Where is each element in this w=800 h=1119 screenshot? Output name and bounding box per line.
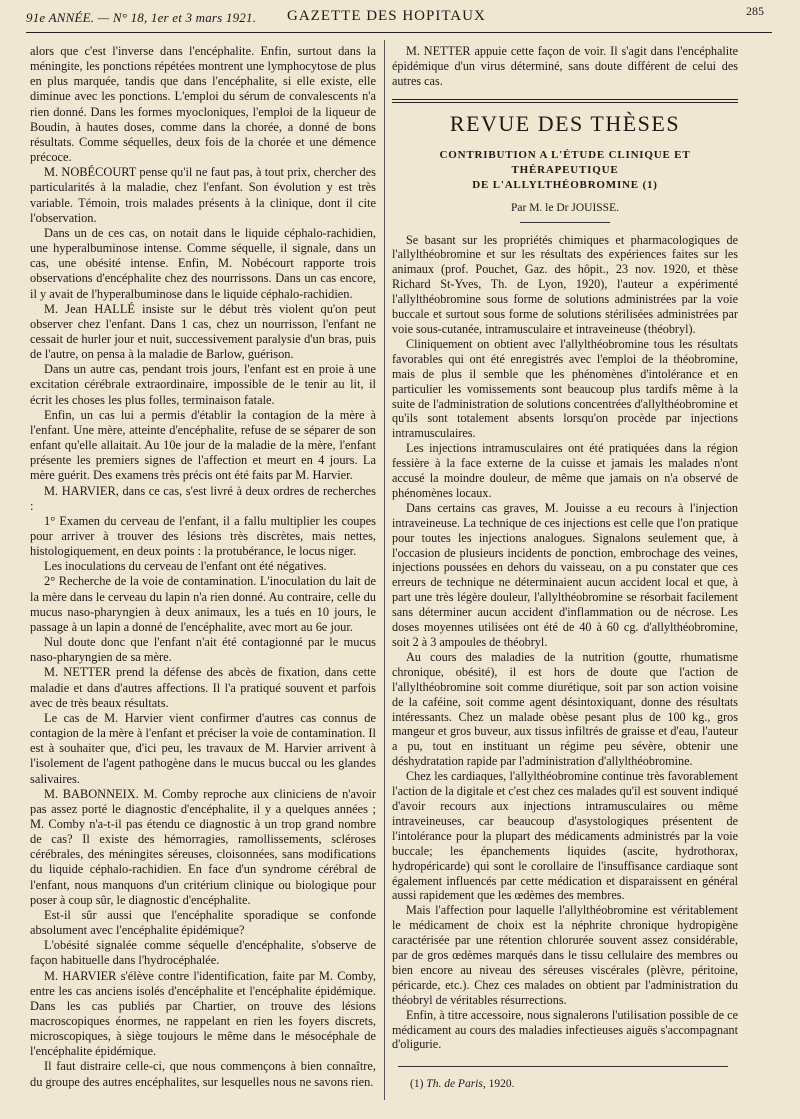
footnote-number: (1) xyxy=(410,1078,424,1091)
page-number: 285 xyxy=(746,4,764,18)
article-title-line: CONTRIBUTION A L'ÉTUDE CLINIQUE ET THÉRAPEUTIQUE xyxy=(439,148,691,176)
paragraph: M. HARVIER s'élève contre l'identification, faite par M. Comby, entre les cas anciens isolés d'encéphalite et l'encéphalite épidémique. Dans les cas publiés par Chartier, on trouve des lésions macroscopiques énormes, ne rappelant en rien les foyers discrets, microscopiques, à siège toujours le même dans le mésocéphale de l'encéphalite épidémique. xyxy=(30,968,376,1059)
section-title: REVUE DES THÈSES xyxy=(449,110,681,136)
footnote-year: 1920. xyxy=(488,1078,515,1091)
byline: Par M. le Dr JOUISSE. xyxy=(511,201,619,214)
paragraph: M. BABONNEIX. M. Comby reproche aux cliniciens de n'avoir pas assez porté le diagnostic d'encéphalite, il y a quelques années ; M. Comby n'a-t-il pas étendu ce diagnostic à un trop grand nombre de cas? Il existe des hémorragies, ramollissements, scléroses cérébrales, des méningites séreuses, cloisonnées, sans modifications du liquide céphalo-rachidien. En face d'un syndrome cérébral de l'enfant, nous manquons d'un critérium clinique ou biologique pour poser à coup sûr, le diagnostic d'encéphalite. xyxy=(30,786,376,907)
paragraph: Chez les cardiaques, l'allylthéobromine continue très favorablement l'action de la digitale et c'est chez ces malades qu'il est souvent indiqué d'avoir recours aux injections intramusculaires ou même intraveineuses, car beaucoup d'asystologiques présentent de l'intolérance pour la plupart des médicaments administrés par la voie buccale; les épanchements liquides (ascite, hydrothorax, hydropéricarde) qui sont le corollaire de l'insuffisance cardiaque sont également influencés par cette médication et disparaissent en général aussi rapidement que les œdèmes des membres. xyxy=(392,769,738,903)
paragraph: Dans un autre cas, pendant trois jours, l'enfant est en proie à une excitation cérébrale extraordinaire, impossible de le tenir au lit, il écrit les choses les plus folles, terminaison fatale. xyxy=(30,362,376,407)
column-divider xyxy=(384,40,385,1100)
paragraph: M. Jean HALLÉ insiste sur le début très violent qu'on peut observer chez l'enfant. Dans 1 cas, chez un nourrisson, l'enfant ne cessait de hurler jour et nuit, successivement paralysie d'un bras, puis de l'autre, on pensa à la maladie de Barlow, guérison. xyxy=(30,301,376,362)
paragraph: Dans certains cas graves, M. Jouisse a eu recours à l'injection intraveineuse. La technique de ces injections est celle que l'on pratique pour toutes les injections analogues. Signalons seulement que, à l'occasion de plusieurs incidents de ponction, embrochage des veines, injections poussées en dehors du vaisseau, on a pu constater que ces erreurs de technique ne déterminaient aucun accident local et que, à part une très légère douleur, l'allylthéobromine se résorbait facilement sans déterminer aucun accident d'inflammation ou de nécrose. Les doses moyennes utilisées ont été de 40 à 60 cg. d'allylthéobromine, soit 2 à 3 ampoules de théobryl. xyxy=(392,500,738,649)
byline-rule xyxy=(520,222,610,223)
paragraph: Dans un de ces cas, on notait dans le liquide céphalo-rachidien, une hyperalbuminose intense. Comme séquelle, il signale, dans un cas, une obésité intense. Enfin, M. Nobécourt rapporte trois observations d'encéphalite chez des nourrissons. Dans un cas encore, il y avait de l'hyperalbuminose dans le liquide céphalo-rachidien. xyxy=(30,225,376,301)
paragraph: L'obésité signalée comme séquelle d'encéphalite, s'observe de façon habituelle dans l'hydrocéphalée. xyxy=(30,938,376,968)
paragraph: M. NETTER prend la défense des abcès de fixation, dans cette maladie et dans d'autres affections. Il l'a pratiqué souvent et parfois avec de très beaux résultats. xyxy=(30,665,376,710)
paragraph: Au cours des maladies de la nutrition (goutte, rhumatisme chronique, obésité), il est hors de doute que l'action de l'allylthéobromine soit comme diurétique, soit par son action voisine de la caféine, soit comme agent désintoxiquant, donne des résultats intéressants. Chez un malade obèse pesant plus de 100 kg., gros mangeur et gros buveur, aux tissus infiltrés de graisse et d'eau, l'auteur a pu, tout en instituant un régime peu sévère, obtenir une déshydratation rapide par l'administration d'allylthéobromine. xyxy=(392,649,738,769)
paragraph: Il faut distraire celle-ci, que nous commençons à bien connaître, du groupe des autres encéphalites, sur lesquelles nous ne savons rien. xyxy=(30,1059,376,1089)
journal-title: GAZETTE DES HOPITAUX xyxy=(287,8,486,24)
footnote-title: Th. de Paris, xyxy=(426,1078,486,1091)
left-column xyxy=(30,44,376,1090)
article-title xyxy=(392,148,738,193)
right-column xyxy=(392,44,738,1092)
section-rule xyxy=(392,99,738,103)
issue-info: 91e ANNÉE. — N° 18, 1er et 3 mars 1921. xyxy=(26,10,257,25)
paragraph: M. HARVIER, dans ce cas, s'est livré à deux ordres de recherches : xyxy=(30,483,376,513)
paragraph: Enfin, un cas lui a permis d'établir la contagion de la mère à l'enfant. Une mère, atteinte d'encéphalite, refuse de se séparer de son enfant qu'elle allaitait. Au 10e jour de la maladie de la mère, l'enfant présente les premiers signes de l'affection et meurt en 4 jours. La mère guérit. Des examens très précis ont été faits par M. Harvier. xyxy=(30,407,376,483)
intro-paragraph: M. NETTER appuie cette façon de voir. Il s'agit dans l'encéphalite épidémique d'un virus déterminé, sans doute différent de celui des autres cas. xyxy=(392,44,738,88)
paragraph: 2° Recherche de la voie de contamination. L'inoculation du lait de la mère dans le cerveau du lapin n'a rien donné. Au contraire, celle du mucus naso-pharyngien à deux animaux, les a tués en 10 jours, le passage à un lapin a donné de l'encéphalite, avec mort au 6e jour. xyxy=(30,574,376,634)
paragraph: Nul doute donc que l'enfant n'ait été contagionné par le mucus naso-pharyngien de sa mère. xyxy=(30,635,376,665)
paragraph: Les injections intramusculaires ont été pratiquées dans la région fessière à la face externe de la cuisse et jamais les malades n'ont accusé la moindre douleur, de même que jamais on n'a observé de phénomènes locaux. xyxy=(392,441,738,500)
footnote-rule xyxy=(398,1066,728,1067)
paragraph: 1° Examen du cerveau de l'enfant, il a fallu multiplier les coupes pour arriver à trouver des lésions très discrètes, mais nettes, histologiquement, en deux points : la protubérance, le locus niger. xyxy=(30,513,376,559)
paragraph: alors que c'est l'inverse dans l'encéphalite. Enfin, surtout dans la méningite, les ponctions répétées montrent une lymphocytose de plus en plus marquée, tandis que dans l'encéphalite, si elle existe, elle diminue avec les ponctions. L'emploi du sérum de convalescents n'a rien donné. Dans les formes myocloniques, l'emploi de la liqueur de Boudin, à hautes doses, comme dans la chorée, a donné de bons résultats. Comme séquelles, deux fois de la chorée et une démence précoce. xyxy=(30,44,376,165)
paragraph: Mais l'affection pour laquelle l'allylthéobromine est véritablement le médicament de choix est la néphrite chronique hydropigène caractérisée par une rétention chlorurée souvent assez considérable, par de gros œdèmes marqués dans le tissu cellulaire des membres ou bien encore au niveau des séreuses viscérales (plèvre, péritoine, péricarde, etc.). Chez ces malades on obtient par l'administration du théobryl de véritables résurrections. xyxy=(392,903,738,1007)
paragraph: M. NOBÉCOURT pense qu'il ne faut pas, à tout prix, chercher des particularités à la maladie, chez l'enfant. Son évolution y est très variable. Témoin, trois malades présents à la clinique, dont il cite l'observation. xyxy=(30,165,376,225)
paragraph: Est-il sûr aussi que l'encéphalite sporadique se confonde absolument avec l'encéphalite épidémique? xyxy=(30,907,376,938)
footnote xyxy=(392,1077,738,1092)
paragraph: Se basant sur les propriétés chimiques et pharmacologiques de l'allylthéobromine et sur les résultats des expériences faites sur les animaux (prof. Pouchet, Gaz. des hôpit., 23 nov. 1920, et thèse Richard St-Yves, Th. de Lyon, 1920), l'auteur a expérimenté l'allylthéobromine sous forme de solutions administrées par la voie buccale et surtout sous forme de solutions stérilisées administrées par voie sous-cutanée, intramusculaire et intraveineuse (théobryl). xyxy=(392,232,738,336)
paragraph: Le cas de M. Harvier vient confirmer d'autres cas connus de contagion de la mère à l'enfant et préciser la voie de contamination. Il est à souhaiter que, d'ici peu, les travaux de M. Harvier arrivent à l'isolement de l'agent pathogène dans le mucus buccal ou les glandes salivaires. xyxy=(30,710,376,786)
paragraph: Cliniquement on obtient avec l'allylthéobromine tous les résultats favorables qui ont été enregistrés avec l'emploi de la théobromine, mais de plus il semble que les phénomènes d'intolérance et en particulier les vomissements sont beaucoup plus tardifs même à la suite de l'administration de solutions concentrées d'allylthéobromine et qu'ils sont totalement absents lorsqu'on procède par injections intramusculaires. xyxy=(392,336,738,441)
paragraph: Les inoculations du cerveau de l'enfant ont été négatives. xyxy=(44,559,327,574)
header-rule xyxy=(26,32,772,33)
article-title-line: DE L'ALLYLTHÉOBROMINE (1) xyxy=(472,178,658,191)
paragraph: Enfin, à titre accessoire, nous signalerons l'utilisation possible de ce médicament au cours des maladies infectieuses aiguës s'accompagnant d'oligurie. xyxy=(392,1007,738,1052)
